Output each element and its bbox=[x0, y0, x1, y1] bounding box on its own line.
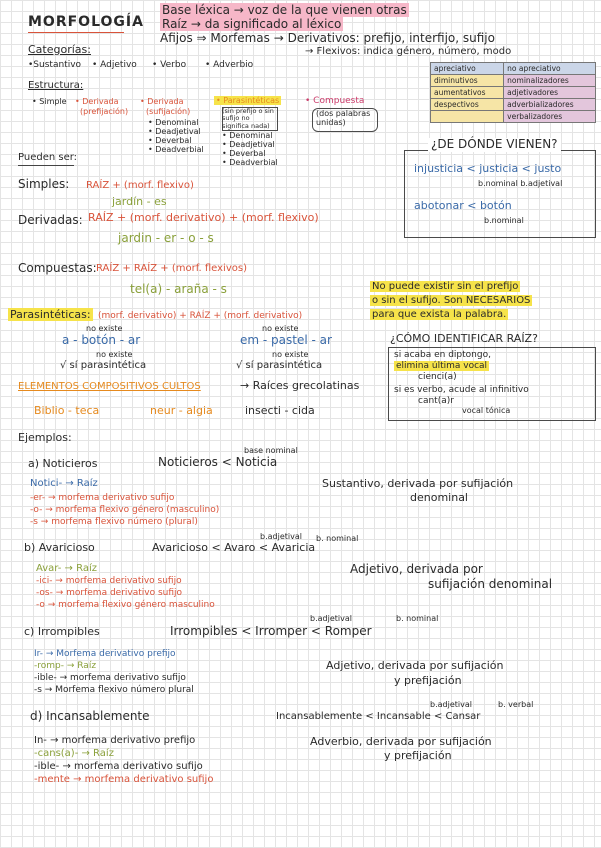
parasinteticas-item: • Deadjetival bbox=[222, 140, 275, 149]
ej-c-line: -ible- → morfema derivativo sufijo bbox=[34, 673, 186, 683]
como-identificar-line2 bbox=[394, 361, 489, 371]
no-puede-hl3: para que exista la palabra. bbox=[372, 309, 507, 320]
table-row bbox=[431, 99, 596, 111]
estructura-compuesta-sub: (dos palabras unidas) bbox=[316, 109, 371, 128]
table-row bbox=[431, 111, 596, 123]
parasinteticas-ex1: a - botón - ar bbox=[62, 333, 141, 347]
categoria-item: • Adjetivo bbox=[92, 60, 137, 70]
ej-a-line: -o- → morfema flexivo género (masculino) bbox=[30, 505, 220, 515]
table-cell: adjetivadores bbox=[504, 87, 596, 99]
parasinteticas-item: • Deadverbial bbox=[222, 158, 278, 167]
ej-a-line: -s → morfema flexivo número (plural) bbox=[30, 517, 198, 527]
ej-d-label: d) Incansablemente bbox=[30, 709, 150, 723]
no-puede-line2 bbox=[370, 295, 532, 307]
table-cell: adverbializadores bbox=[504, 99, 596, 111]
table-header: apreciativo bbox=[431, 63, 504, 75]
ej-b-line: -ici- → morfema derivativo sufijo bbox=[36, 576, 182, 586]
compuestas-formula: RAÍZ + RAÍZ + (morf. flexivos) bbox=[96, 263, 247, 274]
ej-b-result1: Adjetivo, derivada por bbox=[350, 562, 483, 576]
parasinteticas-hl: • Parasintéticas bbox=[216, 96, 280, 105]
derivada2-item: • Denominal bbox=[148, 118, 199, 127]
ej-b-label: b) Avaricioso bbox=[24, 541, 95, 554]
estructura-parasinteticas bbox=[214, 96, 281, 105]
donde-vienen-ex1-labels: b.nominal b.adjetival bbox=[478, 179, 563, 188]
parasinteticas-formula: (morf. derivativo) + RAÍZ + (morf. derivativo) bbox=[98, 311, 303, 321]
base-text: Base léxica → voz de la que vienen otras bbox=[162, 3, 407, 17]
ej-d-result1: Adverbio, derivada por sufijación bbox=[310, 735, 492, 748]
derivada2-item: • Deverbal bbox=[148, 136, 192, 145]
estructura-derivada: • Derivada bbox=[75, 97, 119, 106]
parasinteticas-ex2-top: no existe bbox=[262, 324, 299, 333]
elementos-label: ELEMENTOS COMPOSITIVOS CULTOS bbox=[18, 381, 201, 392]
ej-c-result2: y prefijación bbox=[394, 674, 462, 687]
ej-c-line bbox=[34, 649, 176, 659]
ej-d-top1: b.adjetival bbox=[430, 700, 472, 709]
categorias-label: Categorías: bbox=[28, 43, 91, 56]
table-cell: aumentativos bbox=[431, 87, 504, 99]
derivadas-label: Derivadas: bbox=[18, 213, 83, 227]
ej-c-line-text: Ir- → Morfema derivativo prefijo bbox=[34, 649, 176, 659]
parasinteticas-item: • Deverbal bbox=[222, 149, 266, 158]
derivada2-item: • Deadverbial bbox=[148, 145, 204, 154]
ej-d-result2: y prefijación bbox=[384, 749, 452, 762]
elementos-arrow: → Raíces grecolatinas bbox=[240, 379, 360, 392]
ej-d-line-text: -mente → morfema derivativo sufijo bbox=[34, 774, 214, 785]
ej-c-line: -s → Morfema flexivo número plural bbox=[34, 685, 194, 695]
derivada2-item: • Deadjetival bbox=[148, 127, 201, 136]
base-line bbox=[160, 4, 409, 18]
table-cell: despectivos bbox=[431, 99, 504, 111]
como-identificar-title: ¿CÓMO IDENTIFICAR RAÍZ? bbox=[390, 332, 538, 345]
table-row bbox=[431, 75, 596, 87]
derivadas-example: jardin - er - o - s bbox=[118, 231, 214, 245]
afijos-line bbox=[160, 32, 495, 46]
no-puede-hl2: o sin el sufijo. Son NECESARIOS bbox=[372, 295, 531, 306]
ej-b-line: Avar- → Raíz bbox=[36, 563, 98, 574]
estructura-derivada2: • Derivada bbox=[140, 97, 184, 106]
elementos-ex3: insecti - cida bbox=[245, 404, 315, 417]
ej-a-result1: Sustantivo, derivada por sufijación bbox=[322, 477, 514, 490]
como-identificar-hl: elimina última vocal bbox=[396, 361, 488, 371]
compuestas-example: tel(a) - araña - s bbox=[130, 282, 227, 296]
ej-c-line: -romp- → Raíz bbox=[34, 661, 97, 671]
ej-c-top1: b.adjetival bbox=[310, 614, 352, 623]
ej-b-line: -os- → morfema derivativo sufijo bbox=[36, 588, 183, 598]
elementos-ex1: Biblio - teca bbox=[34, 404, 100, 417]
estructura-parasinteticas-sub: (sin prefijo o sin sufijo no significa nada) bbox=[222, 107, 274, 130]
table-cell: nominalizadores bbox=[504, 75, 596, 87]
estructura-derivada-sub: (prefijación) bbox=[80, 107, 129, 116]
donde-vienen-ex1: injusticia < justicia < justo bbox=[414, 162, 562, 175]
como-identificar-line1: si acaba en diptongo, bbox=[394, 350, 491, 360]
como-identificar-line6: vocal tónica bbox=[462, 406, 511, 415]
ej-c-chain: Irrompibles < Irromper < Romper bbox=[170, 624, 372, 638]
ej-c-label: c) Irrompibles bbox=[24, 625, 100, 638]
page-title: MORFOLOGÍA bbox=[28, 14, 144, 30]
table-cell bbox=[431, 111, 504, 123]
ej-d-line bbox=[34, 748, 114, 760]
elementos-ex2: neur - algia bbox=[150, 404, 213, 417]
pueden-ser-label: Pueden ser: bbox=[18, 152, 78, 163]
como-identificar-line3: cienci(a) bbox=[418, 372, 457, 382]
donde-vienen-title: ¿DE DÓNDE VIENEN? bbox=[428, 138, 561, 152]
afijos-text: Afijos ⇒ Morfemas → Derivativos: prefijo, interfijo, sufijo bbox=[160, 31, 495, 45]
como-identificar-line5: cant(a)r bbox=[418, 396, 454, 406]
ej-a-result2: denominal bbox=[410, 491, 468, 504]
pueden-ser-underline bbox=[18, 165, 74, 166]
ej-c-result1: Adjetivo, derivada por sufijación bbox=[326, 659, 504, 672]
categoria-item: • Adverbio bbox=[205, 60, 254, 70]
ej-d-line: -ible- → morfema derivativo sufijo bbox=[34, 761, 203, 772]
ej-a-label: a) Noticieros bbox=[28, 457, 98, 470]
simples-label: Simples: bbox=[18, 177, 70, 191]
estructura-simple: • Simple bbox=[32, 97, 67, 106]
categoria-item: •Sustantivo bbox=[28, 60, 82, 70]
como-identificar-line4: si es verbo, acude al infinitivo bbox=[394, 385, 529, 395]
parasinteticas-ex2-bottom: no existe bbox=[272, 350, 309, 359]
compuestas-label: Compuestas: bbox=[18, 261, 97, 275]
parasinteticas-label-hl: Parasintéticas: bbox=[10, 308, 91, 321]
donde-vienen-ex2-label: b.nominal bbox=[484, 216, 524, 225]
table-cell: verbalizadores bbox=[504, 111, 596, 123]
no-puede-line3 bbox=[370, 309, 508, 321]
ej-a-line: Notici- → Raíz bbox=[30, 478, 98, 489]
raiz-line bbox=[160, 18, 343, 32]
ej-b-top1: b.adjetival bbox=[260, 532, 302, 541]
parasinteticas-ex1-check: √ sí parasintética bbox=[60, 360, 147, 371]
apreciativo-table bbox=[430, 62, 596, 123]
parasinteticas-ex1-bottom: no existe bbox=[96, 350, 133, 359]
estructura-derivada2-sub: (sufijación) bbox=[146, 107, 191, 116]
parasinteticas-item: • Denominal bbox=[222, 131, 273, 140]
estructura-label: Estructura: bbox=[28, 80, 84, 91]
ej-b-chain: Avaricioso < Avaro < Avaricia bbox=[152, 541, 316, 554]
no-puede-line1 bbox=[370, 281, 520, 293]
ej-b-line: -o → morfema flexivo género masculino bbox=[36, 600, 215, 610]
estructura-compuesta: • Compuesta bbox=[305, 96, 365, 106]
ej-d-chain: Incansablemente < Incansable < Cansar bbox=[276, 711, 481, 722]
ej-a-chain: Noticieros < Noticia bbox=[158, 455, 278, 469]
ej-d-line bbox=[34, 774, 213, 786]
ej-d-line-text: -cans(a)- → Raíz bbox=[34, 748, 114, 759]
title-underline bbox=[28, 32, 124, 33]
raiz-text: Raíz → da significado al léxico bbox=[162, 17, 342, 31]
simples-formula: RAÍZ + (morf. flexivo) bbox=[86, 180, 194, 191]
table-header: no apreciativo bbox=[504, 63, 596, 75]
parasinteticas-ex1-top: no existe bbox=[86, 324, 123, 333]
derivadas-formula: RAÍZ + (morf. derivativo) + (morf. flexivo) bbox=[88, 211, 319, 224]
ej-a-top: base nominal bbox=[244, 446, 298, 455]
parasinteticas-label bbox=[8, 309, 93, 322]
parasinteticas-ex2-check: √ sí parasintética bbox=[236, 360, 323, 371]
ejemplos-label: Ejemplos: bbox=[18, 431, 72, 444]
ej-c-top2: b. nominal bbox=[396, 614, 439, 623]
categoria-item: • Verbo bbox=[152, 60, 187, 70]
ej-d-line: In- → morfema derivativo prefijo bbox=[34, 735, 196, 746]
donde-vienen-ex2: abotonar < botón bbox=[414, 199, 512, 212]
simples-example: jardín - es bbox=[112, 195, 167, 208]
ej-b-top2: b. nominal bbox=[316, 534, 359, 543]
ej-a-line: -er- → morfema derivativo sufijo bbox=[30, 493, 175, 503]
table-row bbox=[431, 87, 596, 99]
table-cell: diminutivos bbox=[431, 75, 504, 87]
ej-d-top2: b. verbal bbox=[498, 700, 534, 709]
ej-b-result2: sufijación denominal bbox=[428, 577, 553, 591]
flexivos-text: → Flexivos: indica género, número, modo bbox=[305, 46, 512, 57]
parasinteticas-ex2: em - pastel - ar bbox=[240, 333, 332, 347]
no-puede-hl1: No puede existir sin el prefijo bbox=[372, 281, 519, 292]
